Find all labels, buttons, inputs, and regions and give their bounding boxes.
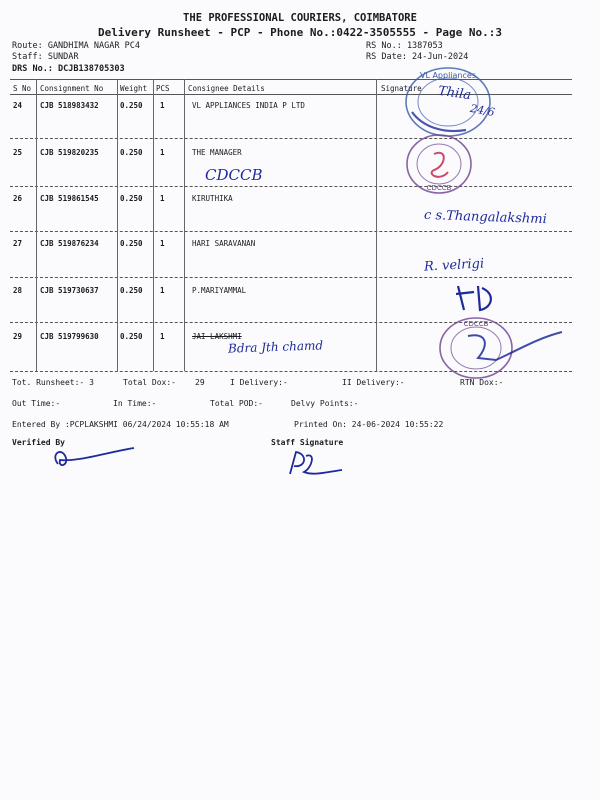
handwritten-date: 24/6 bbox=[469, 101, 496, 120]
in-time: In Time:- bbox=[113, 399, 157, 408]
stamp-text: VL Appliances bbox=[419, 71, 477, 80]
cdccb-stamp-bottom bbox=[438, 314, 518, 380]
row-consignee: THE MANAGER bbox=[192, 148, 242, 157]
row-weight: 0.250 bbox=[120, 148, 143, 157]
stamp-text: CDCCB bbox=[463, 320, 489, 328]
i-delivery: I Delivery:- bbox=[230, 378, 288, 387]
column-header-pcs: PCS bbox=[156, 84, 170, 93]
total-runsheet: Tot. Runsheet:- 3 bbox=[12, 378, 94, 387]
row-consignment: CJB 518983432 bbox=[40, 101, 99, 110]
printed-on: Printed On: 24-06-2024 10:55:22 bbox=[294, 420, 444, 429]
cdccb-stamp bbox=[404, 132, 474, 196]
row-pcs: 1 bbox=[160, 332, 165, 341]
row-divider bbox=[10, 277, 572, 278]
verifier-signature bbox=[48, 444, 138, 474]
row-consignee: KIRUTHIKA bbox=[192, 194, 233, 203]
rtn-dox: RTN Dox:- bbox=[460, 378, 504, 387]
handwritten-signature: Thila bbox=[437, 83, 472, 104]
row-divider bbox=[10, 186, 572, 187]
verified-by-label: Verified By bbox=[12, 438, 65, 447]
handwritten-note: R. velrigi bbox=[423, 256, 485, 275]
row-pcs: 1 bbox=[160, 239, 165, 248]
column-header-consignment: Consignment No bbox=[40, 84, 104, 93]
out-time: Out Time:- bbox=[12, 399, 61, 408]
row-consignee: P.MARIYAMMAL bbox=[192, 286, 247, 295]
row-weight: 0.250 bbox=[120, 332, 143, 341]
company-name: THE PROFESSIONAL COURIERS, COIMBATORE bbox=[183, 12, 417, 24]
rs-number: RS No.: 1387053 bbox=[366, 41, 443, 51]
row-sno: 27 bbox=[13, 239, 23, 248]
row-consignment: CJB 519820235 bbox=[40, 148, 99, 157]
column-header-sno: S No bbox=[13, 84, 32, 93]
vl-appliances-stamp bbox=[402, 64, 494, 140]
handwritten-note: CDCCB bbox=[205, 166, 263, 184]
row-pcs: 1 bbox=[160, 194, 165, 203]
drs-number: DRS No.: DCJB138705303 bbox=[12, 64, 125, 74]
total-pod: Total POD:- bbox=[210, 399, 263, 408]
handwritten-note: c s.Thangalakshmi bbox=[423, 207, 548, 228]
row-sno: 25 bbox=[13, 148, 23, 157]
column-divider bbox=[153, 79, 154, 371]
runsheet-title: Delivery Runsheet - PCP - Phone No.:0422-3505555 - Page No.:3 bbox=[98, 26, 502, 39]
column-header-signature: Signature bbox=[381, 84, 422, 93]
row-consignee: HARI SARAVANAN bbox=[192, 239, 256, 248]
staff-signature-label: Staff Signature bbox=[271, 438, 344, 447]
column-divider bbox=[36, 79, 37, 371]
row-consignment: CJB 519799630 bbox=[40, 332, 99, 341]
row-pcs: 1 bbox=[160, 286, 165, 295]
row-consignment: CJB 519730637 bbox=[40, 286, 99, 295]
row-pcs: 1 bbox=[160, 101, 165, 110]
row-pcs: 1 bbox=[160, 148, 165, 157]
row-consignment: CJB 519876234 bbox=[40, 239, 99, 248]
handwritten-initials bbox=[452, 280, 502, 316]
row-divider bbox=[10, 231, 572, 232]
row-sno: 29 bbox=[13, 332, 23, 341]
row-weight: 0.250 bbox=[120, 194, 143, 203]
column-header-consignee: Consignee Details bbox=[188, 84, 265, 93]
row-sno: 24 bbox=[13, 101, 23, 110]
total-dox-value: 29 bbox=[195, 378, 205, 387]
column-divider bbox=[376, 79, 377, 371]
total-dox-label: Total Dox:- bbox=[123, 378, 176, 387]
row-weight: 0.250 bbox=[120, 239, 143, 248]
row-weight: 0.250 bbox=[120, 101, 143, 110]
column-divider bbox=[117, 79, 118, 371]
row-sno: 26 bbox=[13, 194, 23, 203]
ii-delivery: II Delivery:- bbox=[342, 378, 405, 387]
entered-by: Entered By :PCPLAKSHMI 06/24/2024 10:55:18 AM bbox=[12, 420, 229, 429]
staff-signature-mark bbox=[282, 446, 346, 482]
row-sno: 28 bbox=[13, 286, 23, 295]
stamp-text: CDCCB bbox=[426, 184, 452, 192]
row-consignee: JAI LAKSHMI bbox=[192, 332, 242, 341]
column-header-weight: Weight bbox=[120, 84, 148, 93]
column-divider bbox=[184, 79, 185, 371]
handwritten-note: Bdra Jth chamd bbox=[227, 338, 324, 356]
row-weight: 0.250 bbox=[120, 286, 143, 295]
route-label: Route: GANDHIMA NAGAR PC4 bbox=[12, 41, 140, 51]
delivery-points: Delvy Points:- bbox=[291, 399, 359, 408]
row-consignee: VL APPLIANCES INDIA P LTD bbox=[192, 101, 305, 110]
staff-label: Staff: SUNDAR bbox=[12, 52, 79, 62]
row-consignment: CJB 519861545 bbox=[40, 194, 99, 203]
rs-date: RS Date: 24-Jun-2024 bbox=[366, 52, 469, 62]
